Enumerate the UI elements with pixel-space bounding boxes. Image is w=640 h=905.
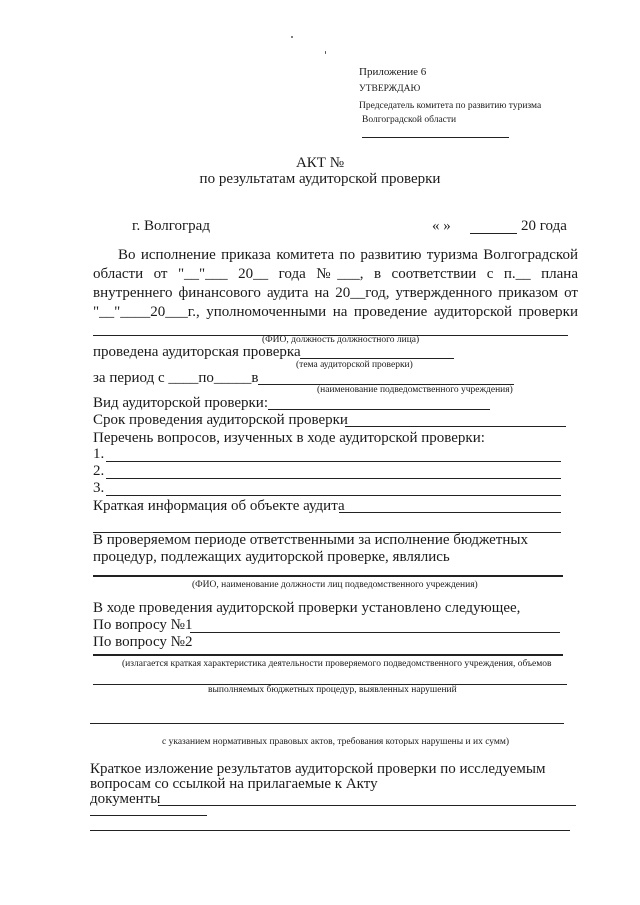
documents-short-line: [90, 815, 207, 816]
question-2-number: 2.: [93, 463, 105, 479]
act-title: АКТ №: [295, 155, 345, 171]
summary-line-1: Краткое изложение результатов аудиторской проверки по исследуемым: [90, 761, 546, 777]
question-1-line: [106, 461, 561, 462]
violations-line: [90, 723, 564, 724]
act-subtitle: по результатам аудиторской проверки: [199, 171, 441, 187]
date-year: 20 года: [521, 218, 567, 234]
established-label: В ходе проведения аудиторской проверки установлено следующее,: [93, 600, 521, 616]
brief-info-line: [339, 512, 561, 513]
date-month-line: [470, 233, 517, 234]
on-question-1-line: [190, 632, 560, 633]
on-question-2-label: По вопросу №2: [93, 634, 193, 650]
question-2-line: [106, 478, 561, 479]
appendix-label: Приложение 6: [359, 66, 427, 78]
on-question-2-line: [93, 654, 563, 656]
note-stated-line-1: (излагается краткая характеристика деятельности проверяемого подведомственного учреждения, объемов: [122, 659, 552, 669]
question-3-number: 3.: [93, 480, 105, 496]
question-1-number: 1.: [93, 446, 105, 462]
audit-type-line: [268, 409, 490, 410]
responsible-fio-line: [93, 575, 563, 577]
summary-line-3: документы: [90, 791, 161, 807]
note-stated-line-3: с указанием нормативных правовых актов, требования которых нарушены и их сумм): [162, 737, 510, 747]
intro-line-2: области от "__"___ 20__ года №___, в соответствии с п.__ плана: [93, 266, 578, 282]
audit-term-label: Срок проведения аудиторской проверки: [93, 412, 348, 428]
note-subordinate-name: (наименование подведомственного учреждения): [317, 385, 513, 395]
intro-line-1: Во исполнение приказа комитета по развитию туризма Волгоградской: [118, 247, 578, 263]
summary-line-2: вопросам со ссылкой на прилагаемые к Акту: [90, 776, 378, 792]
documents-line: [158, 805, 576, 806]
responsible-line-2: процедур, подлежащих аудиторской проверке, являлись: [93, 549, 450, 565]
on-question-1-label: По вопросу №1: [93, 617, 193, 633]
note-stated-line-2: выполняемых бюджетных процедур, выявленных нарушений: [208, 685, 457, 695]
scan-speck: [291, 36, 293, 38]
intro-line-4: "__"____20___г., уполномоченными на проведение аудиторской проверки: [93, 304, 578, 320]
note-fio-position: (ФИО, должность должностного лица): [262, 335, 420, 345]
questions-label: Перечень вопросов, изученных в ходе аудиторской проверки:: [93, 430, 485, 446]
approve-label: УТВЕРЖДАЮ: [359, 84, 421, 94]
note-audit-topic: (тема аудиторской проверки): [296, 360, 413, 370]
responsible-line-1: В проверяемом периоде ответственными за исполнение бюджетных: [93, 532, 528, 548]
note-fio-subordinate: (ФИО, наименование должности лиц подведомственного учреждения): [192, 580, 478, 590]
scan-speck: [325, 51, 326, 54]
date-quotes: « »: [432, 218, 451, 234]
chair-label: Председатель комитета по развитию туризма: [359, 101, 542, 111]
documents-extra-line: [90, 830, 570, 831]
question-3-line: [106, 495, 561, 496]
region-label: Волгоградской области: [362, 115, 457, 125]
intro-line-3: внутреннего финансового аудита на 20__год, утвержденного приказом от: [93, 285, 578, 301]
period-label: за период с ____по_____в: [93, 370, 259, 386]
brief-info-label: Краткая информация об объекте аудита: [93, 498, 345, 514]
city-label: г. Волгоград: [132, 218, 210, 234]
conducted-label: проведена аудиторская проверка: [93, 344, 301, 360]
signature-line: [362, 137, 509, 138]
audit-type-label: Вид аудиторской проверки:: [93, 395, 269, 411]
audit-term-line: [345, 426, 566, 427]
topic-line: [300, 358, 454, 359]
